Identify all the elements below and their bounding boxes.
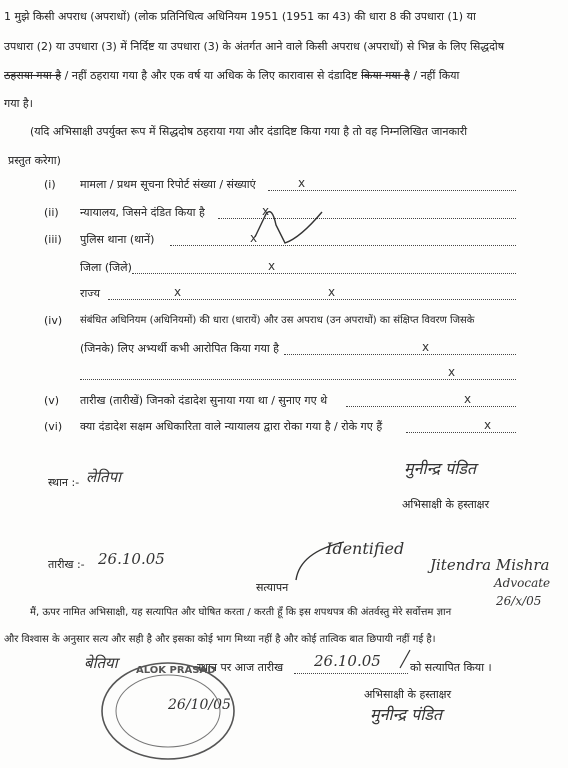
deponent-signature: मुनीन्द्र पंडित <box>404 459 477 478</box>
notary-stamp <box>98 660 238 762</box>
para2-line-2: प्रस्तुत करेगा) <box>8 154 61 167</box>
item-2-num: (ii) <box>44 206 59 219</box>
verification-date: 26.10.05 <box>314 652 381 670</box>
item-3c-label: राज्य <box>80 287 101 300</box>
intro-line-2: उपधारा (2) या उपधारा (3) में निर्दिष्ट या उपधारा (3) के अंतर्गत आने वाले किसी अपराध (अपराधों) से भिन्न के लिए सिद्धदोष <box>4 40 505 53</box>
date-stroke <box>400 650 410 668</box>
item-5-label: तारीख (तारीखें) जिनको दंडादेश सुनाया गया था / सुनाए गए थे <box>80 394 328 407</box>
intro-line-1: 1 मुझे किसी अपराध (अपराधों) (लोक प्रतिनिधित्व अधिनियम 1951 (1951 का 43) की धारा 8 की उपधारा (1) या <box>4 10 476 23</box>
deponent-sign-label: अभिसाक्षी के हस्ताक्षर <box>402 498 490 511</box>
stamp-date: 26/10/05 <box>168 697 231 713</box>
deponent-signature-bottom: मुनीन्द्र पंडित <box>370 705 443 724</box>
intro-line-3b: / नहीं ठहराया गया है और एक वर्ष या अधिक के लिए कारावास से दंडादिष्ट <box>64 69 358 82</box>
verification-line-3b: को सत्यापित किया । <box>410 661 492 674</box>
item-1-num: (i) <box>44 178 56 191</box>
stamp-name: ALOK PRASAD <box>136 665 216 676</box>
item-3b-mark: x <box>268 259 276 273</box>
identified-note: Identified <box>326 539 405 558</box>
item-6-num: (vi) <box>44 420 63 433</box>
verification-line-2: और विश्वास के अनुसार सत्य और सही है और इसका कोई भाग मिथ्या नहीं है और कोई तात्विक बात छिपायी नहीं गई है। <box>4 634 436 645</box>
date-label: तारीख :- <box>48 558 85 571</box>
verification-title: सत्यापन <box>256 581 289 594</box>
item-4-mark-2: x <box>448 365 456 379</box>
identified-date: 26/x/05 <box>496 594 542 608</box>
item-4-num: (iv) <box>44 314 63 327</box>
identified-stroke <box>296 542 344 580</box>
item-3-label: पुलिस थाना (थानें) <box>80 233 155 246</box>
date-value: 26.10.05 <box>98 550 165 568</box>
identified-name: Jitendra Mishra <box>430 556 550 574</box>
para2-line-1: (यदि अभिसाक्षी उपर्युक्त रूप में सिद्धदोष ठहराया गया और दंडादिष्ट किया गया है तो वह निम्नलिखित जानकारी <box>30 125 468 138</box>
item-4-label-2: (जिनके) लिए अभ्यर्थी कभी आरोपित किया गया है <box>80 342 280 355</box>
verification-line-1: मैं, ऊपर नामित अभिसाक्षी, यह सत्यापित और घोषित करता / करती हूँ कि इस शपथपत्र की अंतर्वस्तु मेरे सर्वोत्तम ज्ञान <box>30 607 452 618</box>
item-3-mark: x <box>250 231 258 245</box>
verification-line-3a: स्थान पर आज तारीख <box>197 661 284 674</box>
item-2-label: न्यायालय, जिसने दंडित किया है <box>80 206 205 219</box>
item-2-mark: x <box>262 204 270 218</box>
intro-line-3d: / नहीं किया <box>413 69 460 82</box>
intro-strike-2: किया गया है <box>361 69 410 82</box>
deponent-sign-label-bottom: अभिसाक्षी के हस्ताक्षर <box>364 688 452 701</box>
place-value: लेतिपा <box>86 468 122 486</box>
checkmark-stroke <box>255 212 322 243</box>
place-sign-bottom: बेतिया <box>84 654 118 672</box>
item-6-label: क्या दंडादेश सक्षम अधिकारिता वाले न्यायालय द्वारा रोका गया है / रोके गए हैं <box>80 420 383 433</box>
item-3b-label: जिला (जिले) <box>80 261 132 274</box>
item-3c-mark-1: x <box>174 285 182 299</box>
item-6-mark: x <box>484 418 492 432</box>
identified-title: Advocate <box>494 576 551 590</box>
item-4-mark-1: x <box>422 340 430 354</box>
item-4-label: संबंधित अधिनियम (अधिनियमों) की धारा (धारायें) और उस अपराध (उन अपराधों) का संक्षिप्त विवरण जिसके <box>80 315 475 326</box>
item-5-num: (v) <box>44 394 60 407</box>
place-label: स्थान :- <box>48 476 80 489</box>
item-5-mark: x <box>464 392 472 406</box>
intro-strike-1: ठहराया गया है <box>4 69 62 82</box>
item-1-mark: x <box>298 176 306 190</box>
item-3-num: (iii) <box>44 233 62 246</box>
item-3c-mark-2: x <box>328 285 336 299</box>
item-1-label: मामला / प्रथम सूचना रिपोर्ट संख्या / संख्याएं <box>80 178 256 191</box>
intro-line-4: गया है। <box>4 97 33 110</box>
